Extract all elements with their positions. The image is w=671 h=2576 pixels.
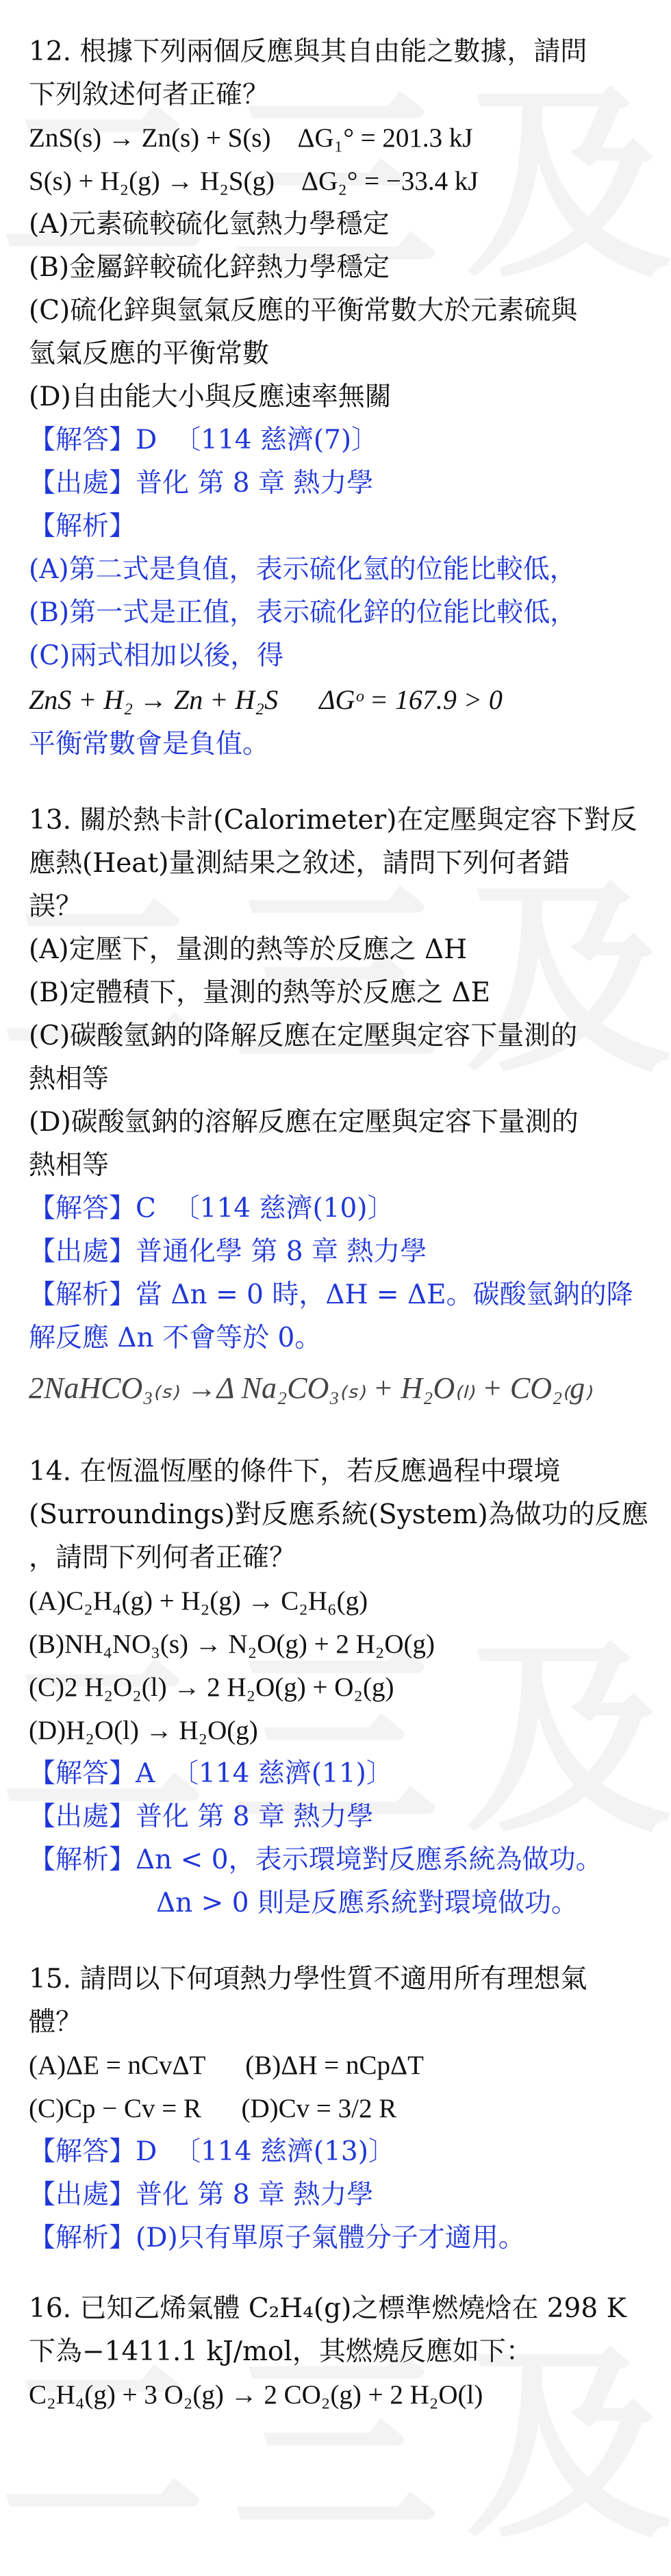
option-b: (B)金屬鋅較硫化鋅熱力學穩定 [29,252,390,283]
source-line: 【出處】普化 第 8 章 熱力學 [29,2179,374,2210]
question-stem: 誤？ [29,891,83,922]
option-a: (A)C₂H₄(g) + H₂(g) → C₂H₆(g) [29,1586,368,1616]
question-stem: 12. 根據下列兩個反應與其自由能之數據，請問 [29,36,587,67]
option-d: (D)碳酸氫鈉的溶解反應在定壓與定容下量測的 [29,1107,579,1138]
answer-line: 【解答】D 〔114 慈濟(13)〕 [29,2136,395,2167]
analysis-line: (B)第一式是正值，表示硫化鋅的位能比較低， [29,597,577,628]
analysis-line: 解反應 Δn 不會等於 0。 [29,1323,322,1353]
option-c-continued: 熱相等 [29,1064,110,1095]
options-ab: (A)ΔE = nCvΔT (B)ΔH = nCpΔT [29,2051,424,2080]
question-stem: 13. 關於熱卡計(Calorimeter)在定壓與定容下對反 [29,805,637,836]
source-line: 【出處】普化 第 8 章 熱力學 [29,1801,374,1832]
answer-line: 【解答】D 〔114 慈濟(7)〕 [29,425,379,455]
option-c: (C)碳酸氫鈉的降解反應在定壓與定容下量測的 [29,1021,578,1051]
analysis-line: 【解析】Δn < 0，表示環境對反應系統為做功。 [29,1845,603,1875]
answer-line: 【解答】C 〔114 慈濟(10)〕 [29,1193,394,1224]
question-15 [29,1958,644,2260]
option-d: (D)H₂O(l) → H₂O(g) [29,1716,258,1745]
question-stem: 下為−1411.1 kJ/mol，其燃燒反應如下： [29,2336,533,2367]
option-a: (A)元素硫較硫化氫熱力學穩定 [29,209,390,240]
question-stem: 應熱(Heat)量測結果之敘述，請問下列何者錯 [29,848,570,879]
analysis-line: 【解析】當 Δn = 0 時，ΔH = ΔE。碳酸氫鈉的降 [29,1279,633,1310]
gibbs-formula: ZnS + H₂ → Zn + H₂S ΔGᵒ = 167.9 > 0 [29,684,503,715]
option-c: (C)硫化鋅與氫氣反應的平衡常數大於元素硫與 [29,295,578,326]
analysis-line: (A)第二式是負值，表示硫化氫的位能比較低， [29,554,577,585]
question-stem: ，請問下列何者正確？ [29,1542,296,1573]
question-stem: 14. 在恆溫恆壓的條件下，若反應過程中環境 [29,1456,561,1487]
option-d: (D)自由能大小與反應速率無關 [29,382,392,412]
question-stem: 16. 已知乙烯氣體 C₂H₄(g)之標準燃燒焓在 298 K [29,2293,626,2324]
question-16 [29,2287,644,2416]
question-12 [29,0,644,766]
answer-line: 【解答】A 〔114 慈濟(11)〕 [29,1758,393,1789]
question-stem: 15. 請問以下何項熱力學性質不適用所有理想氣 [29,1964,587,1994]
combustion-equation: C₂H₄(g) + 3 O₂(g) → 2 CO₂(g) + 2 H₂O(l) [29,2380,483,2410]
source-line: 【出處】普通化學 第 8 章 熱力學 [29,1236,427,1267]
source-line: 【出處】普化 第 8 章 熱力學 [29,468,374,499]
reaction-equation-1: ZnS(s) → Zn(s) + S(s) ΔG₁° = 201.3 kJ [29,123,473,153]
option-b: (B)定體積下，量測的熱等於反應之 ΔE [29,977,491,1008]
decomposition-formula: 2NaHCO₃₍ₛ₎ →Δ Na₂CO₃₍ₛ₎ + H₂O₍ₗ₎ + CO₂₍g₎ [29,1371,592,1405]
question-stem: 體？ [29,2007,83,2038]
analysis-title: 【解析】 [29,511,136,542]
option-c-continued: 氫氣反應的平衡常數 [29,338,270,369]
analysis-conclusion: 平衡常數會是負值。 [29,729,270,760]
option-a: (A)定壓下，量測的熱等於反應之 ΔH [29,934,468,965]
option-b: (B)NH₄NO₃(s) → N₂O(g) + 2 H₂O(g) [29,1629,435,1659]
reaction-equation-2: S(s) + H₂(g) → H₂S(g) ΔG₂° = −33.4 kJ [29,166,479,196]
option-c: (C)2 H₂O₂(l) → 2 H₂O(g) + O₂(g) [29,1673,394,1702]
question-stem: 下列敘述何者正確？ [29,79,270,110]
analysis-line: (C)兩式相加以後，得 [29,640,284,671]
question-14 [29,1450,648,1925]
question-13 [29,799,644,1417]
analysis-line: Δn > 0 則是反應系統對環境做功。 [156,1888,578,1918]
question-stem: (Surroundings)對反應系統(System)為做功的反應 [29,1499,648,1530]
option-d-continued: 熱相等 [29,1150,110,1181]
analysis-line: 【解析】(D)只有單原子氣體分子才適用。 [29,2223,525,2253]
options-cd: (C)Cp − Cv = R (D)Cv = 3/2 R [29,2094,397,2123]
